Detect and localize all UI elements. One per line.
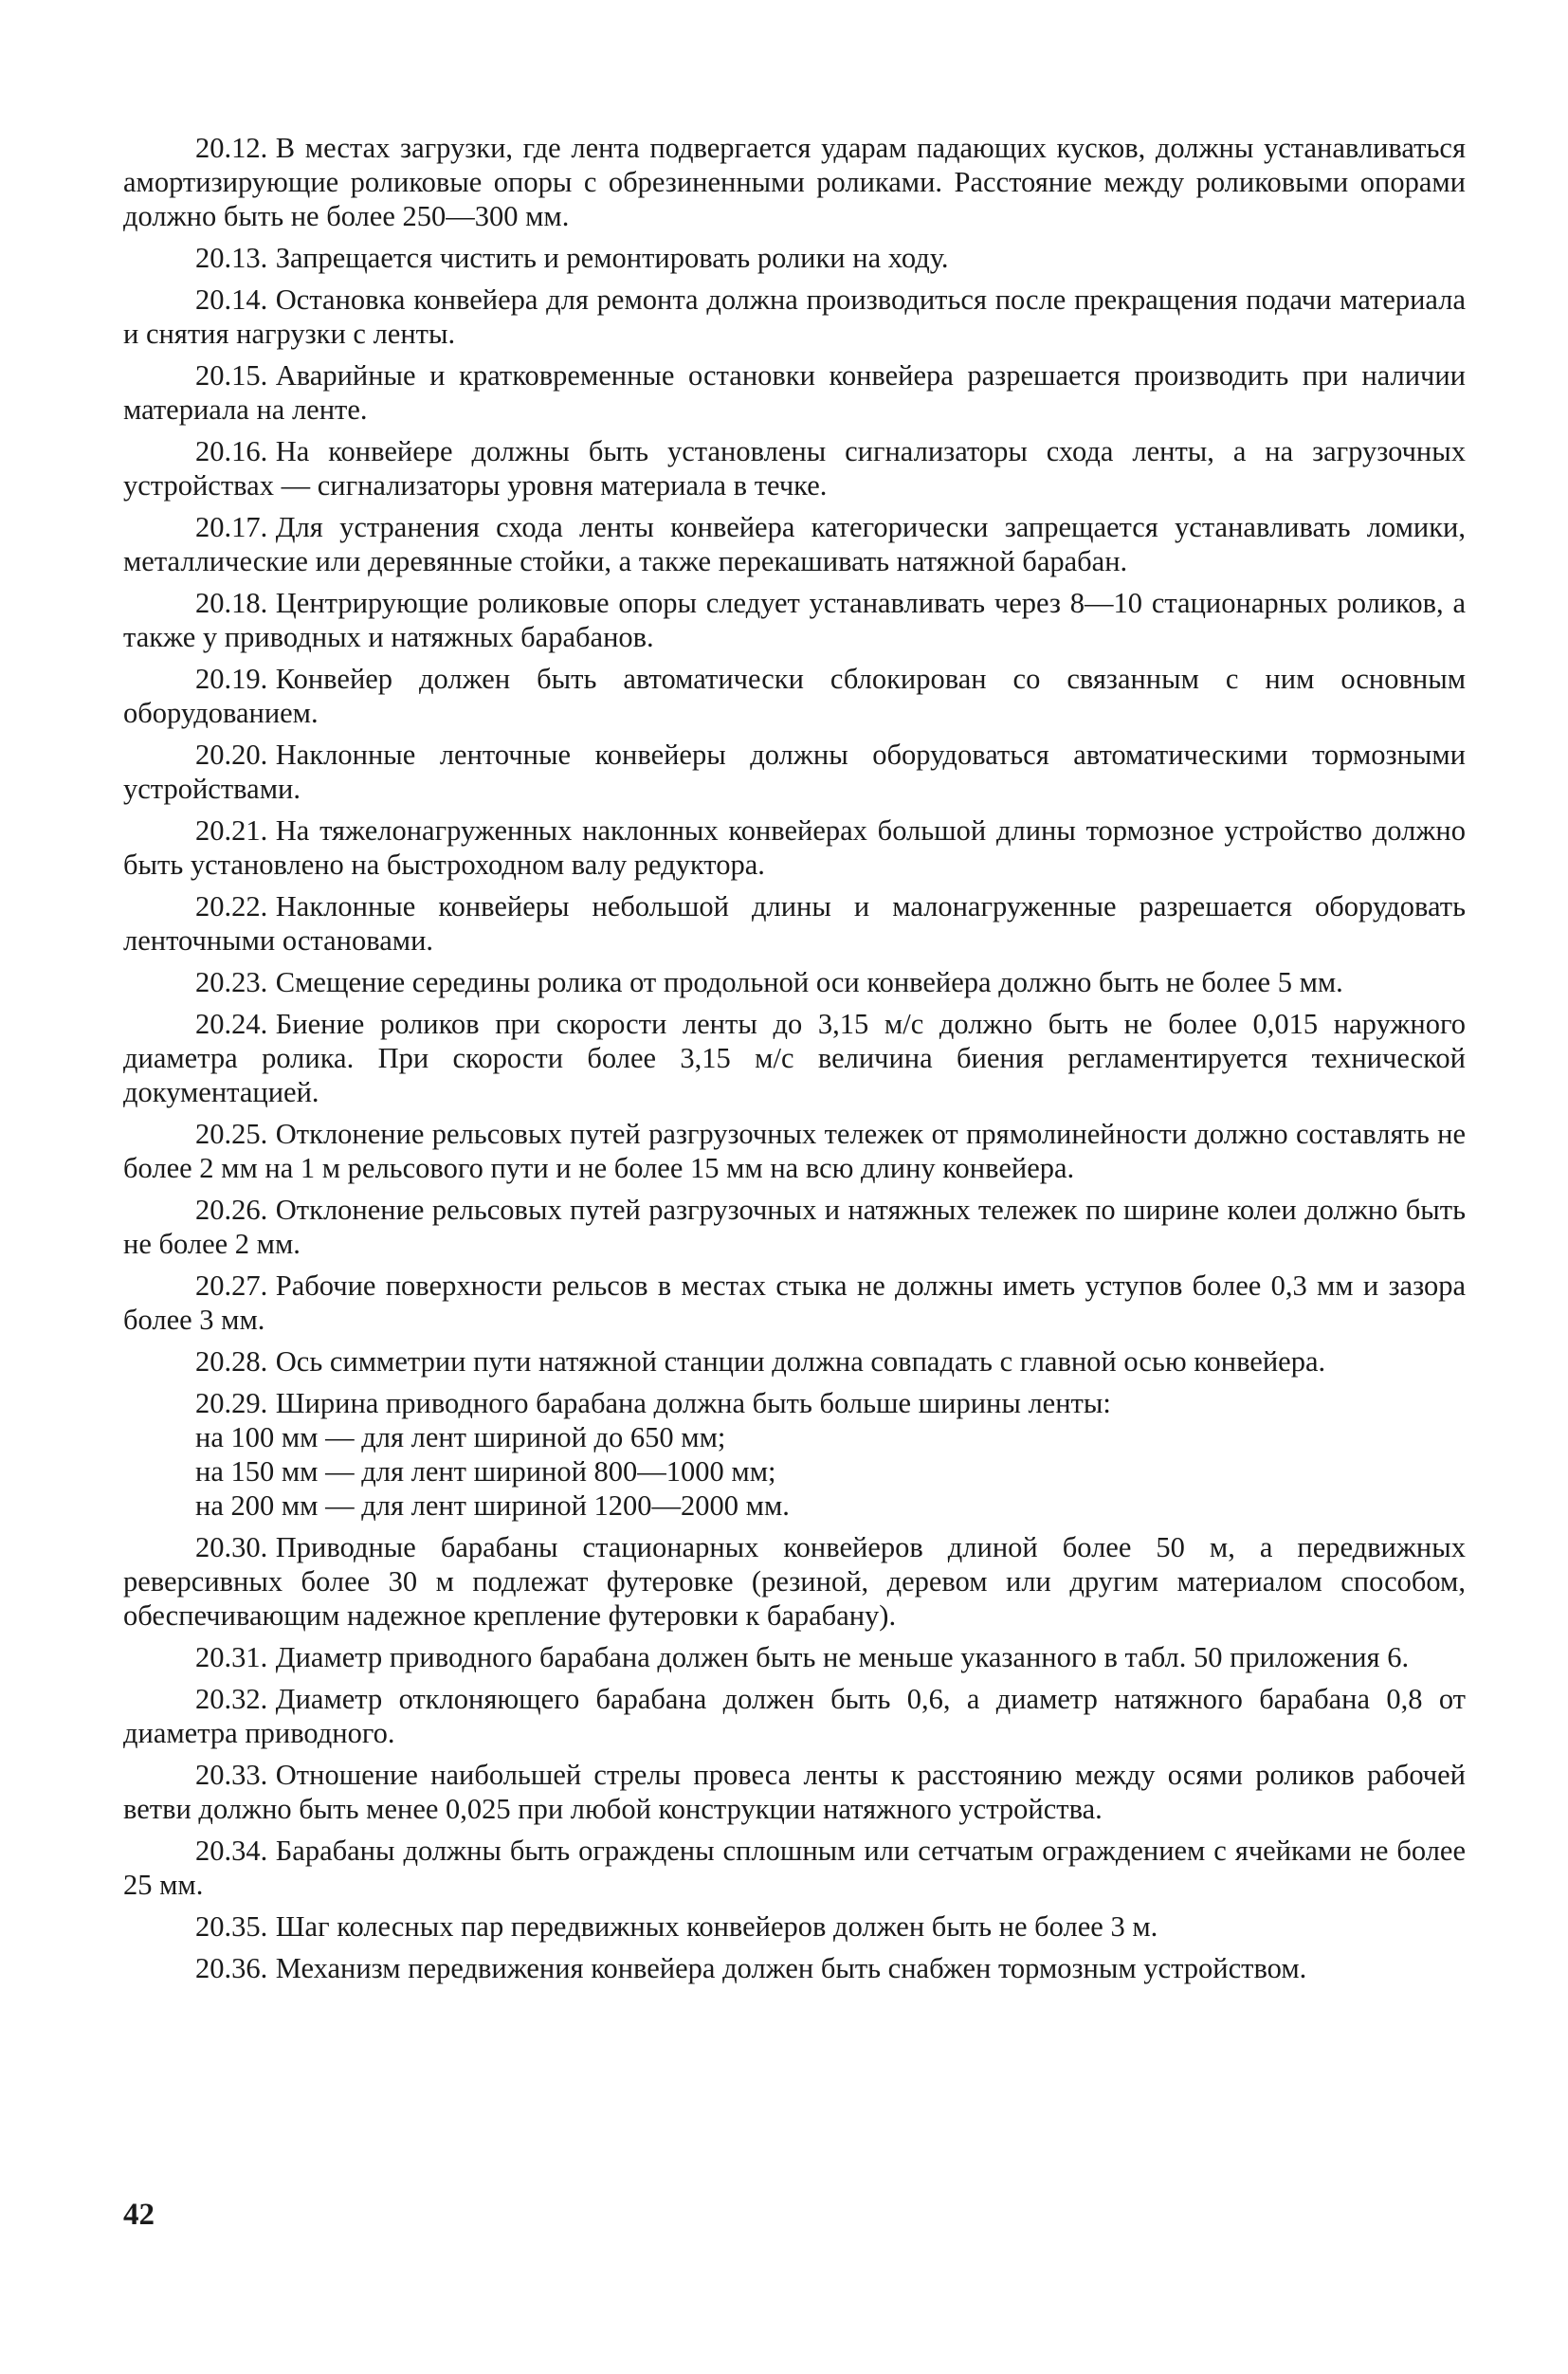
list-item: на 150 мм — для лент шириной 800—1000 мм; xyxy=(195,1455,776,1488)
paragraph-number: 20.29. xyxy=(195,1387,268,1419)
paragraph-20-20 xyxy=(123,738,1466,806)
paragraph-text: Биение роликов при скорости ленты до 3,15 м/с должно быть не более 0,015 наружного диаметра ролика. При скорости более 3,15 м/с величина биения регламентируется технической документацией. xyxy=(123,1008,1466,1108)
paragraph-number: 20.15. xyxy=(195,359,268,392)
paragraph-20-21 xyxy=(123,813,1466,882)
paragraph-number: 20.12. xyxy=(195,132,268,164)
paragraph-text: Шаг колесных пар передвижных конвейеров должен быть не более 3 м. xyxy=(275,1910,1158,1943)
paragraph-number: 20.23. xyxy=(195,966,268,998)
paragraph-text: Смещение середины ролика от продольной оси конвейера должно быть не более 5 мм. xyxy=(275,966,1343,998)
paragraph-text: Механизм передвижения конвейера должен быть снабжен тормозным устройством. xyxy=(275,1952,1307,1984)
paragraph-20-29 xyxy=(123,1386,1466,1420)
paragraph-20-35 xyxy=(123,1909,1466,1944)
list-item: на 100 мм — для лент шириной до 650 мм; xyxy=(195,1421,726,1453)
paragraph-text: На тяжелонагруженных наклонных конвейерах большой длины тормозное устройство должно быть установлено на быстроходном валу редуктора. xyxy=(123,814,1466,881)
paragraph-text: Отношение наибольшей стрелы провеса ленты к расстоянию между осями роликов рабочей ветви должно быть менее 0,025 при любой конструкции натяжного устройства. xyxy=(123,1759,1466,1825)
paragraph-20-31 xyxy=(123,1640,1466,1674)
paragraph-20-28 xyxy=(123,1344,1466,1379)
paragraph-number: 20.35. xyxy=(195,1910,268,1943)
paragraph-number: 20.30. xyxy=(195,1531,268,1563)
paragraph-20-36 xyxy=(123,1951,1466,1985)
paragraph-20-33 xyxy=(123,1758,1466,1826)
paragraph-number: 20.32. xyxy=(195,1683,268,1715)
paragraph-20-25 xyxy=(123,1117,1466,1185)
paragraph-20-24 xyxy=(123,1007,1466,1109)
paragraph-text: Ось симметрии пути натяжной станции должна совпадать с главной осью конвейера. xyxy=(275,1345,1326,1378)
paragraph-number: 20.19. xyxy=(195,663,268,695)
paragraph-20-34 xyxy=(123,1834,1466,1902)
paragraph-20-19 xyxy=(123,662,1466,730)
paragraph-number: 20.24. xyxy=(195,1008,268,1040)
paragraph-number: 20.27. xyxy=(195,1269,268,1302)
paragraph-text: Барабаны должны быть ограждены сплошным или сетчатым ограждением с ячейками не более 25 мм. xyxy=(123,1835,1466,1901)
paragraph-text: Конвейер должен быть автоматически сблокирован со связанным с ним основным оборудованием. xyxy=(123,663,1466,729)
paragraph-20-23 xyxy=(123,965,1466,999)
paragraph-number: 20.26. xyxy=(195,1194,268,1226)
paragraph-text: Рабочие поверхности рельсов в местах стыка не должны иметь уступов более 0,3 мм и зазора более 3 мм. xyxy=(123,1269,1466,1336)
paragraph-20-30 xyxy=(123,1530,1466,1633)
paragraph-number: 20.18. xyxy=(195,587,268,619)
paragraph-text: Диаметр приводного барабана должен быть не меньше указанного в табл. 50 приложения 6. xyxy=(275,1641,1410,1673)
paragraph-text: На конвейере должны быть установлены сигнализаторы схода ленты, а на загрузочных устройствах — сигнализаторы уровня материала в течке. xyxy=(123,435,1466,502)
paragraph-20-17 xyxy=(123,510,1466,578)
list-item: на 200 мм — для лент шириной 1200—2000 мм. xyxy=(195,1489,790,1522)
paragraph-number: 20.17. xyxy=(195,511,268,543)
drum-width-list xyxy=(123,1420,1466,1523)
paragraph-text: Для устранения схода ленты конвейера категорически запрещается устанавливать ломики, металлические или деревянные стойки, а также перекашивать натяжной барабан. xyxy=(123,511,1466,577)
paragraph-number: 20.13. xyxy=(195,242,268,274)
page-number: 42 xyxy=(123,2198,155,2232)
page-body xyxy=(123,131,1466,1993)
paragraph-text: Отклонение рельсовых путей разгрузочных тележек от прямолинейности должно составлять не более 2 мм на 1 м рельсового пути и не более 15 мм на всю длину конвейера. xyxy=(123,1118,1466,1184)
paragraph-number: 20.36. xyxy=(195,1952,268,1984)
paragraph-text: Приводные барабаны стационарных конвейеров длиной более 50 м, а передвижных реверсивных более 30 м подлежат футеровке (резиной, деревом или другим материалом способом, обеспечивающим надежное крепление футеровки к барабану). xyxy=(123,1531,1466,1632)
paragraph-text: Аварийные и кратковременные остановки конвейера разрешается производить при наличии материала на ленте. xyxy=(123,359,1466,426)
paragraph-number: 20.22. xyxy=(195,890,268,922)
paragraph-20-27 xyxy=(123,1269,1466,1337)
paragraph-20-32 xyxy=(123,1682,1466,1750)
paragraph-number: 20.28. xyxy=(195,1345,268,1378)
paragraph-20-12 xyxy=(123,131,1466,233)
paragraph-number: 20.31. xyxy=(195,1641,268,1673)
paragraph-number: 20.34. xyxy=(195,1835,268,1867)
paragraph-text: Центрирующие роликовые опоры следует устанавливать через 8—10 стационарных роликов, а также у приводных и натяжных барабанов. xyxy=(123,587,1466,653)
paragraph-number: 20.16. xyxy=(195,435,268,467)
paragraph-number: 20.20. xyxy=(195,739,268,771)
paragraph-number: 20.33. xyxy=(195,1759,268,1791)
paragraph-number: 20.14. xyxy=(195,283,268,316)
paragraph-20-18 xyxy=(123,586,1466,654)
paragraph-text: Диаметр отклоняющего барабана должен быть 0,6, а диаметр натяжного барабана 0,8 от диаметра приводного. xyxy=(123,1683,1466,1749)
paragraph-number: 20.25. xyxy=(195,1118,268,1150)
paragraph-text: Запрещается чистить и ремонтировать ролики на ходу. xyxy=(275,242,949,274)
paragraph-20-26 xyxy=(123,1193,1466,1261)
paragraph-text: Остановка конвейера для ремонта должна производиться после прекращения подачи материала и снятия нагрузки с ленты. xyxy=(123,283,1466,350)
paragraph-text: Наклонные конвейеры небольшой длины и малонагруженные разрешается оборудовать ленточными остановами. xyxy=(123,890,1466,957)
paragraph-text: Наклонные ленточные конвейеры должны оборудоваться автоматическими тормозными устройствами. xyxy=(123,739,1466,805)
paragraph-20-16 xyxy=(123,434,1466,502)
paragraph-20-15 xyxy=(123,358,1466,427)
paragraph-20-14 xyxy=(123,283,1466,351)
paragraph-text: Отклонение рельсовых путей разгрузочных и натяжных тележек по ширине колеи должно быть не более 2 мм. xyxy=(123,1194,1466,1260)
paragraph-number: 20.21. xyxy=(195,814,268,847)
paragraph-20-13 xyxy=(123,241,1466,275)
paragraph-text: Ширина приводного барабана должна быть больше ширины ленты: xyxy=(275,1387,1111,1419)
paragraph-20-22 xyxy=(123,889,1466,958)
paragraph-text: В местах загрузки, где лента подвергается ударам падающих кусков, должны устанавливаться амортизирующие роликовые опоры с обрезиненными роликами. Расстояние между роликовыми опорами должно быть не более 250—300 мм. xyxy=(123,132,1466,232)
